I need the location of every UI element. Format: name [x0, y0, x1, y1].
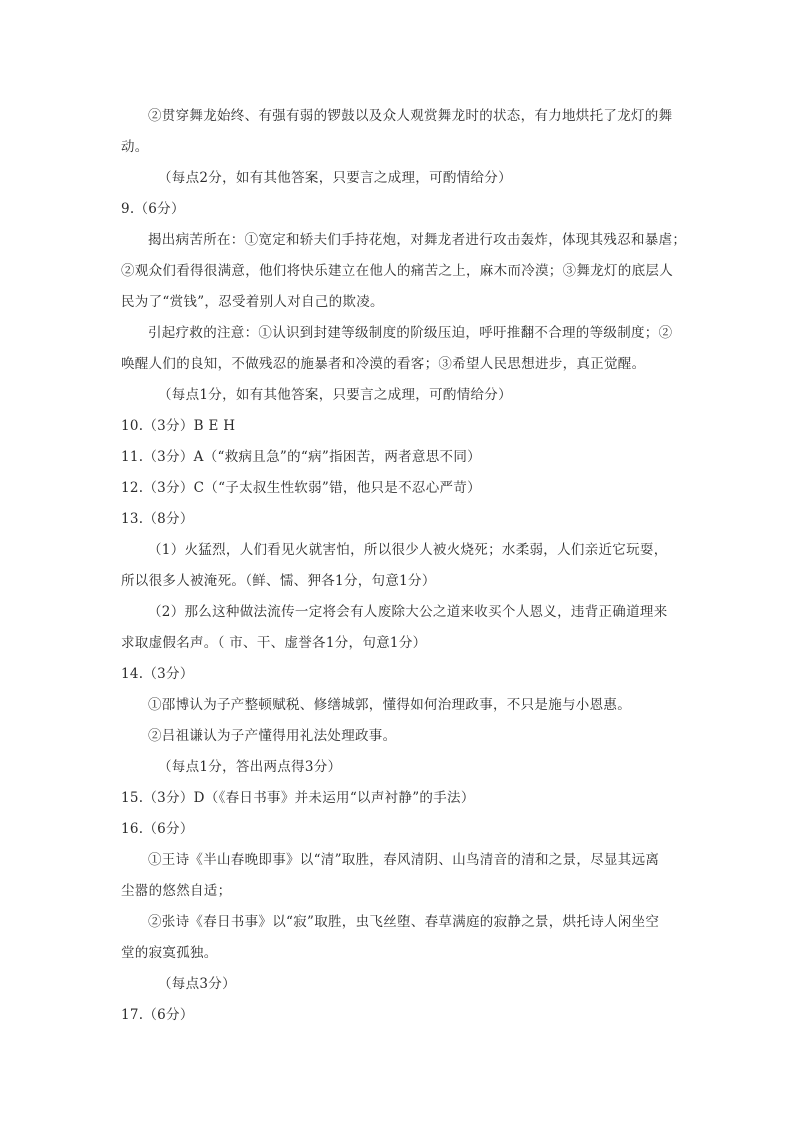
- answer-line: ②张诗《春日书事》以“寂”取胜，虫飞丝堕、春草满庭的寂静之景，烘托诗人闲坐空: [148, 914, 660, 930]
- answer-line: ①邵博认为子产整顿赋税、修缮城郭，懂得如何治理政事，不只是施与小恩惠。: [148, 697, 631, 713]
- question-answer: 10.（3分）B E H: [121, 418, 236, 434]
- question-answer: 12.（3分）C（“子太叔生性软弱”错，他只是不忍心严苛）: [121, 480, 481, 496]
- answer-line: 民为了“赏钱”，忍受着别人对自己的欺凌。: [121, 294, 384, 310]
- question-number: 14.（3分）: [121, 666, 194, 682]
- question-answer: 11.（3分）A（“救病且急”的“病”指困苦，两者意思不同）: [121, 449, 481, 465]
- answer-line: 唤醒人们的良知，不做残忍的施暴者和冷漠的看客；③希望人民思想进步，真正觉醒。: [121, 356, 646, 372]
- scoring-note: （每点2分，如有其他答案，只要言之成理，可酌情给分）: [158, 170, 512, 186]
- answer-line: （2）那么这种做法流传一定将会有人废除大公之道来收买个人恩义，违背正确道理来: [148, 604, 668, 620]
- question-answer: 15.（3分）D（《春日书事》并未运用“以声衬静”的手法）: [121, 790, 475, 806]
- answer-line: ②吕祖谦认为子产懂得用礼法处理政事。: [148, 728, 397, 744]
- scoring-note: （每点3分）: [158, 976, 236, 992]
- answer-line: ②贯穿舞龙始终、有强有弱的锣鼓以及众人观赏舞龙时的状态，有力地烘托了龙灯的舞: [148, 108, 673, 124]
- answer-line: ①王诗《半山春晚即事》以“清”取胜，春风清阴、山鸟清音的清和之景，尽显其远离: [148, 852, 660, 868]
- question-number: 17.（6分）: [121, 1007, 194, 1023]
- answer-line: 所以很多人被淹死。（鲜、懦、狎各1分，句意1分）: [121, 573, 436, 589]
- question-number: 16.（6分）: [121, 821, 194, 837]
- question-number: 13.（8分）: [121, 511, 194, 527]
- answer-line: 揭出病苦所在：①宽定和轿夫们手持花炮，对舞龙者进行攻击轰炸，体现其残忍和暴虐；: [148, 232, 687, 248]
- answer-line: 求取虚假名声。（ 市、干、虚誉各1分，句意1分）: [121, 635, 427, 651]
- scoring-note: （每点1分，答出两点得3分）: [158, 759, 342, 775]
- answer-line: 尘嚣的悠然自适；: [121, 883, 232, 899]
- question-number: 9.（6分）: [121, 201, 185, 217]
- answer-line: ②观众们看得很满意，他们将快乐建立在他人的痛苦之上，麻木而冷漠；③舞龙灯的底层人: [121, 263, 673, 279]
- answer-line: 堂的寂寞孤独。: [121, 945, 218, 961]
- answer-line: 动。: [121, 139, 149, 155]
- answer-line: 引起疗救的注意：①认识到封建等级制度的阶级压迫，呼吁推翻不合理的等级制度；②: [148, 325, 673, 341]
- answer-line: （1）火猛烈，人们看见火就害怕，所以很少人被火烧死；水柔弱，人们亲近它玩耍，: [148, 542, 668, 558]
- scoring-note: （每点1分，如有其他答案，只要言之成理，可酌情给分）: [158, 387, 512, 403]
